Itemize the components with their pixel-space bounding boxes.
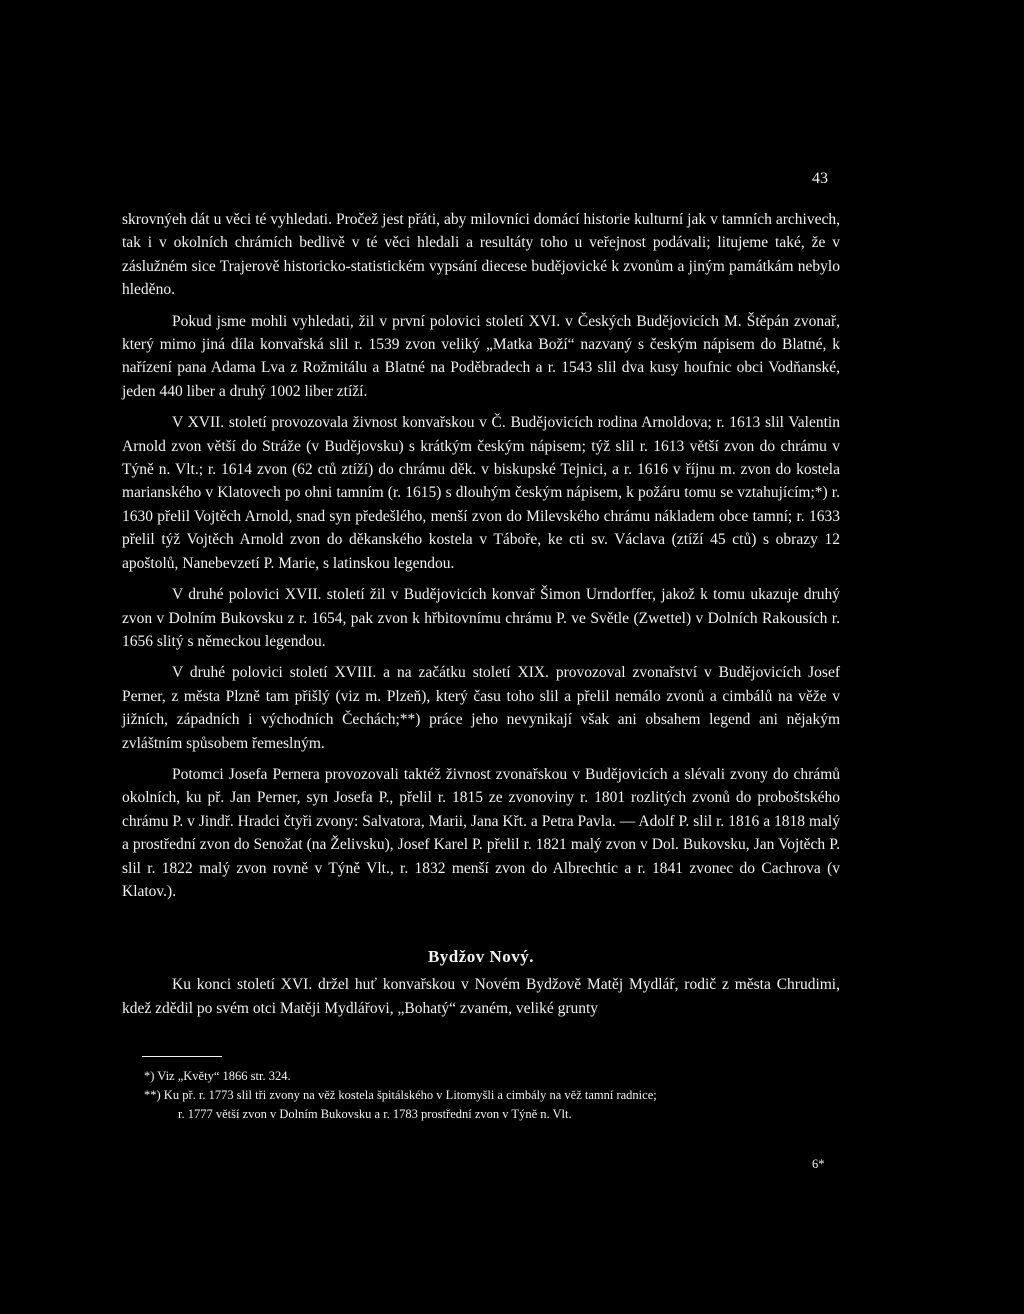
- printer-signature: 6*: [812, 1157, 825, 1171]
- paragraph-1: skrovnýeh dát u věci té vyhledati. Pročež jest přáti, aby milovníci domácí historie kulturní jak v tamních archivech, tak i v okolních chrámích bedlivě v té věci hledali a resultáty toho u veřejnost podávali; litujeme také, že v záslužném sice Trajerově historicko-statistickém vypsání diecese budějovické k zvonům a jiným památkám nebylo hleděno.: [122, 211, 840, 299]
- footnote-2: **) Ku př. r. 1773 slil tři zvony na věž kostela špitálského v Litomyšli a cimbály na věž tamní radnice;: [144, 1088, 657, 1103]
- paragraph-4: V druhé polovici XVII. století žil v Budějovicích konvař Šimon Urndorffer, jakož k tomu ukazuje druhý zvon v Dolním Bukovsku z r. 1654, pak zvon k hřbitovnímu chrámu P. ve Světle (Zwettel) v Dolních Rakousích r. 1656 slitý s německou legendou.: [122, 586, 840, 650]
- page-number: 43: [812, 170, 828, 187]
- page-body: [122, 208, 840, 1124]
- paragraph-2: Pokud jsme mohli vyhledati, žil v první polovici století XVI. v Českých Budějovicích M. Štěpán zvonař, který mimo jiná díla konvařská slil r. 1539 zvon veliký „Matka Boží“ nazvaný s českým nápisem do Blatné, k nařízení pana Adama Lva z Rožmitálu a Blatné na Poděbradech a r. 1543 slil dva kusy houfnic obci Vodňanské, jeden 440 liber a druhý 1002 liber ztíží.: [122, 312, 840, 400]
- footnote-1: *) Viz „Květy“ 1866 str. 324.: [144, 1069, 291, 1084]
- paragraph-5: V druhé polovici století XVIII. a na začátku století XIX. provozoval zvonařství v Budějovicích Josef Perner, z města Plzně tam přišlý (viz m. Plzeň), který času toho slil a přelil nemálo zvonů a cimbálů na věže v jižních, západních i východních Čechách;**) práce jeho nevynikají však ani obsahem legend ani nějakým zvláštním spůsobem řemeslným.: [122, 664, 840, 752]
- paragraph-6: Potomci Josefa Pernera provozovali taktéž živnost zvonařskou v Budějovicích a slévali zvony do chrámů okolních, ku př. Jan Perner, syn Josefa P., přelil r. 1815 ze zvonoviny r. 1801 rozlitých zvonů do proboštského chrámu P. v Jindř. Hradci čtyři zvony: Salvatora, Marii, Jana Křt. a Petra Pavla. — Adolf P. slil r. 1816 a 1818 malý a prostřední zvon do Senožat (na Želivsku), Josef Karel P. přelil r. 1821 malý zvon v Dol. Bukovsku, Jan Vojtěch P. slil r. 1822 malý zvon rovně v Týně Vlt., r. 1832 menší zvon do Albrechtic a r. 1841 zvonec do Cachrova (v Klatov.).: [122, 765, 840, 900]
- footnote-divider: [142, 1056, 222, 1057]
- footnotes: [122, 1067, 840, 1124]
- paragraph-3: V XVII. století provozovala živnost konvařskou v Č. Budějovicích rodina Arnoldova; r. 1613 slil Valentin Arnold zvon větší do Stráže (v Budějovsku) s krátkým českým nápisem; týž slil r. 1613 větší zvon do chrámu v Týně n. Vlt.; r. 1614 zvon (62 ctů ztíží) do chrámu děk. v biskupské Tejnici, a r. 1616 v říjnu m. zvon do kostela marianského v Klatovech po ohni tamním (r. 1615) s dlouhým českým nápisem, k požáru tomu se vztahujícím;*) r. 1630 přelil Vojtěch Arnold, snad syn předešlého, menší zvon do Milevského chrámu nákladem obce tamní; r. 1633 přelil týž Vojtěch Arnold zvon do děkanského kostela v Táboře, ke cti sv. Václava (ztíží 45 ctů) s obrazy 12 apoštolů, Nanebevzetí P. Marie, s latinskou legendou.: [122, 414, 840, 572]
- section-heading: Bydžov Nový.: [427, 947, 535, 967]
- section-paragraph: Ku konci století XVI. držel huť konvařskou v Novém Bydžově Matěj Mydlář, rodič z města Chrudimi, kdež zdědil po svém otci Matěji Mydlářovi, „Bohatý“ zvaném, veliké grunty: [122, 976, 840, 1017]
- footnote-2-continuation: r. 1777 větší zvon v Dolním Bukovsku a r. 1783 prostřední zvon v Týně n. Vlt.: [178, 1107, 572, 1122]
